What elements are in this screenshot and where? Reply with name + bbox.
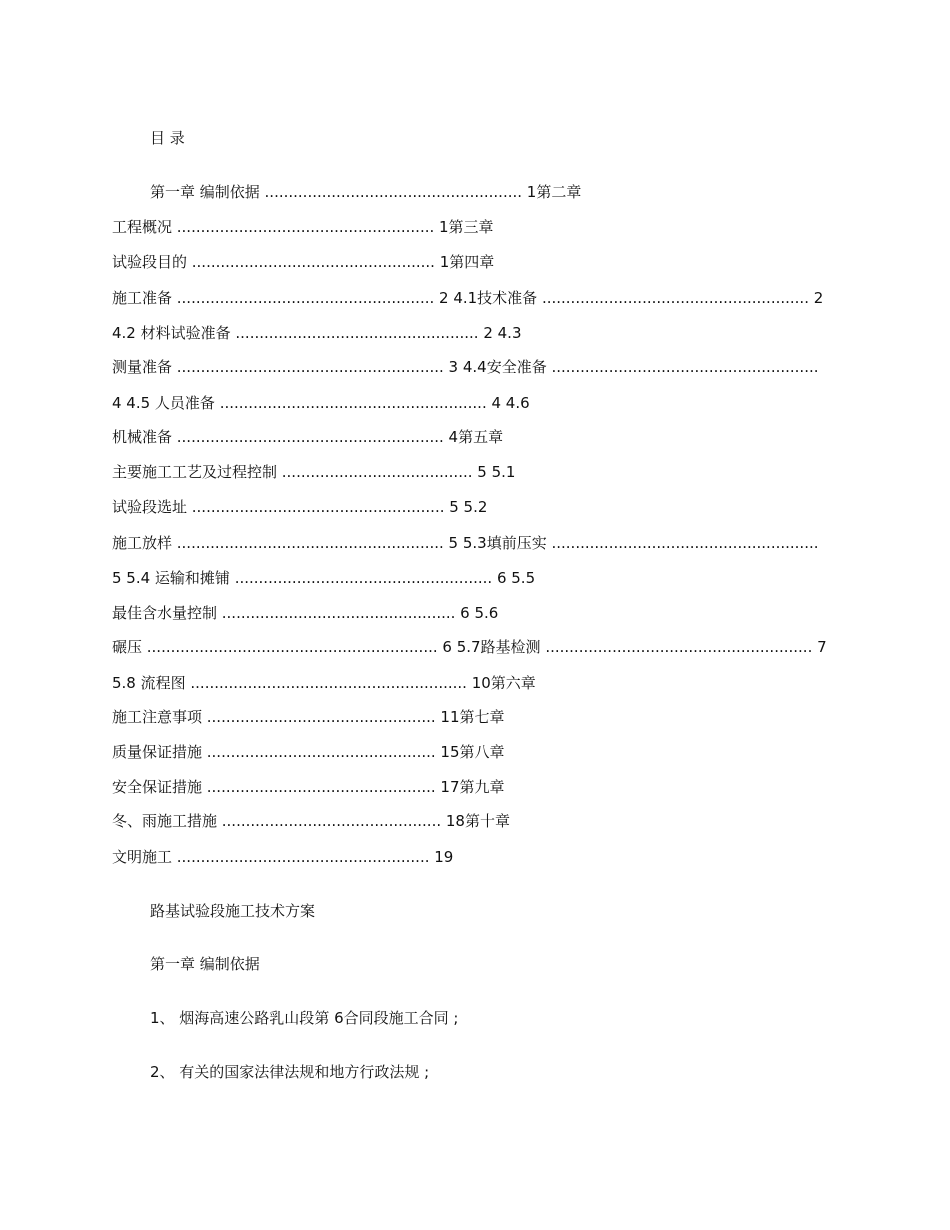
toc-line: 安全保证措施 ................................................ 17第九章: [112, 778, 505, 796]
toc-line: 试验段选址 ..................................................... 5 5.2: [112, 498, 488, 516]
toc-line: 试验段目的 ................................................... 1第四章: [112, 253, 495, 271]
basis-item: 2、 有关的国家法律法规和地方行政法规 ;: [150, 1063, 430, 1081]
toc-line: 测量准备 ........................................................ 3 4.4安全准备 ........................................................: [112, 358, 819, 376]
toc-line: 文明施工 ..................................................... 19: [112, 848, 454, 866]
chapter-heading: 第一章 编制依据: [150, 955, 260, 973]
basis-item: 1、 烟海高速公路乳山段第 6合同段施工合同 ;: [150, 1009, 459, 1027]
toc-line: 机械准备 ........................................................ 4第五章: [112, 428, 504, 446]
toc-line: 最佳含水量控制 ................................................. 6 5.6: [112, 604, 499, 622]
toc-line: 4 4.5 人员准备 ........................................................ 4 4.6: [112, 394, 530, 412]
toc-line: 主要施工工艺及过程控制 ........................................ 5 5.1: [112, 463, 516, 481]
toc-line: 5.8 流程图 .......................................................... 10第六章: [112, 674, 536, 692]
toc-line: 碾压 ............................................................. 6 5.7路基检测 ........................................................ 7: [112, 638, 827, 656]
toc-line: 施工准备 ...................................................... 2 4.1技术准备 ........................................................ 2: [112, 289, 824, 307]
document-title: 路基试验段施工技术方案: [150, 902, 316, 920]
toc-heading: 目 录: [150, 129, 185, 147]
toc-line: 4.2 材料试验准备 ................................................... 2 4.3: [112, 324, 522, 342]
toc-line: 第一章 编制依据 ...................................................... 1第二章: [150, 183, 582, 201]
toc-line: 工程概况 ...................................................... 1第三章: [112, 218, 494, 236]
toc-line: 施工放样 ........................................................ 5 5.3填前压实 ........................................................: [112, 534, 819, 552]
toc-line: 施工注意事项 ................................................ 11第七章: [112, 708, 505, 726]
toc-line: 5 5.4 运输和摊铺 ...................................................... 6 5.5: [112, 569, 536, 587]
toc-line: 冬、雨施工措施 .............................................. 18第十章: [112, 812, 510, 830]
toc-line: 质量保证措施 ................................................ 15第八章: [112, 743, 505, 761]
